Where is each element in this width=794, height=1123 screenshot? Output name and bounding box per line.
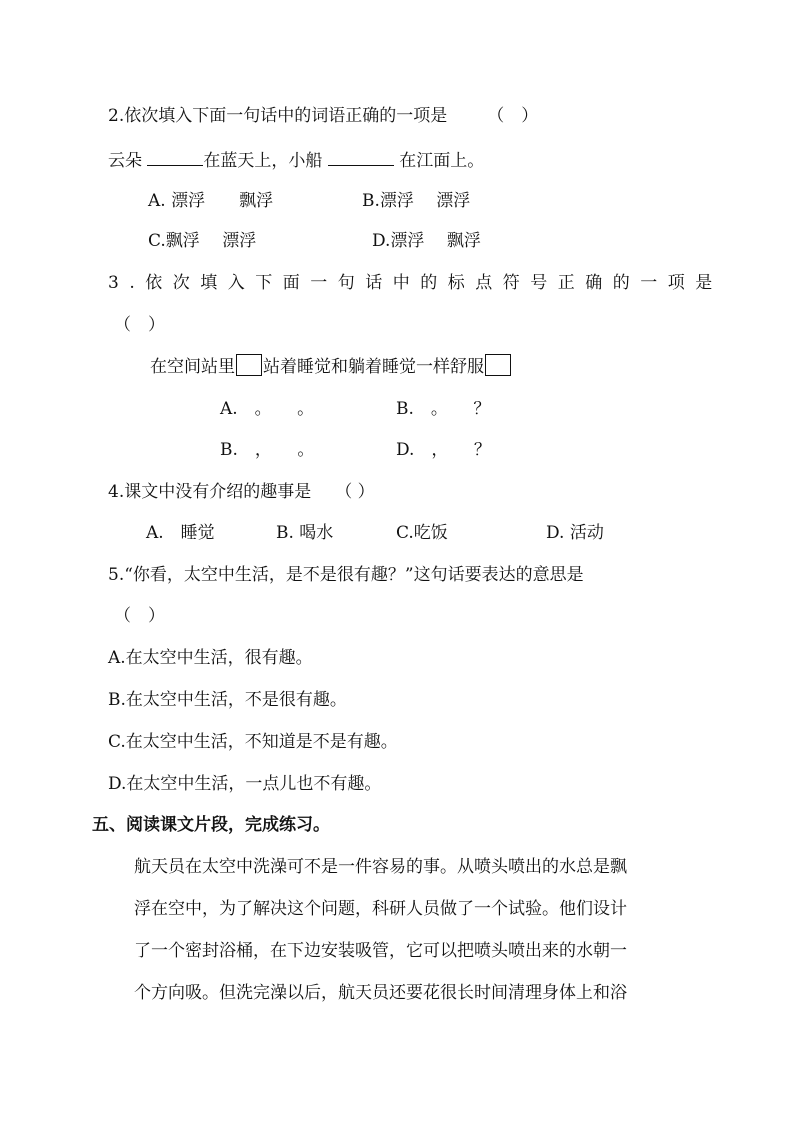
sentence-part: 在空间站里 [150, 357, 235, 377]
q3-option-b[interactable]: B. 。 ？ [396, 399, 491, 419]
answer-paren: （ ） [487, 106, 539, 126]
q2-option-c[interactable]: C.飘浮 漂浮 [148, 231, 257, 251]
passage-line: 了一个密封浴桶，在下边安装吸管，它可以把喷头喷出来的水朝一 [134, 941, 627, 961]
q4-option-d[interactable]: D. 活动 [546, 523, 604, 543]
question-3-stem: 3.依次填入下面一句话中的标点符号正确的一项是 [108, 273, 723, 293]
question-5-paren: （ ） [114, 606, 165, 626]
question-3-sentence [150, 354, 512, 379]
q4-option-c[interactable]: C.吃饭 [396, 523, 448, 543]
q4-option-a[interactable]: A. 睡觉 [146, 523, 215, 543]
q2-option-a[interactable]: A. 漂浮 飘浮 [148, 191, 274, 211]
q5-option-c[interactable]: C.在太空中生活，不知道是不是有趣。 [108, 732, 398, 752]
sentence-part: 在蓝天上，小船 [203, 151, 323, 171]
fill-blank-1[interactable] [147, 147, 203, 166]
q2-option-b[interactable]: B.漂浮 漂浮 [362, 191, 471, 211]
q3-option-a[interactable]: A. 。 。 [220, 399, 315, 419]
answer-paren: （ ） [335, 482, 375, 502]
q5-option-b[interactable]: B.在太空中生活，不是很有趣。 [108, 690, 347, 710]
passage-line: 航天员在太空中洗澡可不是一件容易的事。从喷头喷出的水总是飘 [134, 857, 627, 877]
question-2-stem [108, 104, 538, 128]
q5-option-a[interactable]: A.在太空中生活，很有趣。 [108, 648, 313, 668]
passage-line: 浮在空中，为了解决这个问题，科研人员做了一个试验。他们设计 [134, 899, 627, 919]
q3-option-d[interactable]: D. ， ？ [396, 440, 491, 460]
punct-box-1[interactable] [236, 354, 262, 376]
q2-option-d[interactable]: D.漂浮 飘浮 [372, 231, 481, 251]
q4-option-b[interactable]: B. 喝水 [276, 523, 334, 543]
sentence-part: 站着睡觉和躺着睡觉一样舒服 [263, 357, 484, 377]
question-2-sentence [108, 147, 484, 173]
passage-line: 个方向吸。但洗完澡以后，航天员还要花很长时间清理身体上和浴 [134, 983, 627, 1003]
punct-box-2[interactable] [485, 354, 511, 376]
section-heading: 五、阅读课文片段，完成练习。 [92, 815, 330, 835]
q3-option-c[interactable]: B. ， 。 [220, 440, 315, 460]
question-text: 2.依次填入下面一句话中的词语正确的一项是 [108, 106, 448, 126]
question-text: 4.课文中没有介绍的趣事是 [108, 482, 312, 502]
sentence-part: 在江面上。 [399, 151, 485, 171]
question-5-stem: 5.“你看，太空中生活，是不是很有趣？”这句话要表达的意思是 [108, 565, 584, 585]
sentence-part: 云朵 [108, 151, 142, 171]
question-3-paren: （ ） [114, 315, 165, 335]
fill-blank-2[interactable] [328, 147, 394, 166]
q5-option-d[interactable]: D.在太空中生活，一点儿也不有趣。 [108, 774, 382, 794]
question-4-stem [108, 480, 375, 504]
